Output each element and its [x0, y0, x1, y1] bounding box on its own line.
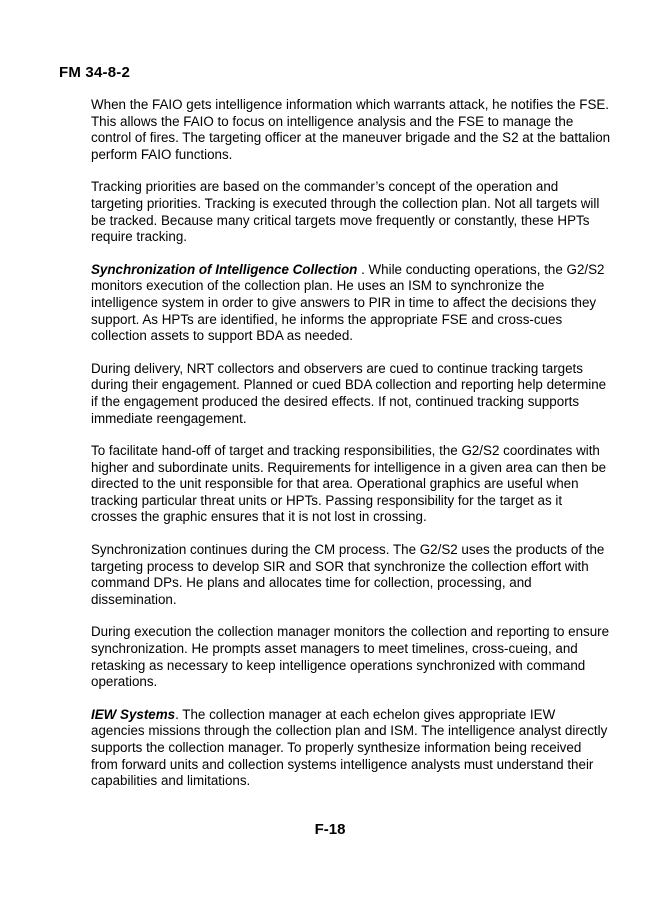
- paragraph-synchronization: [91, 262, 611, 345]
- paragraph-cm-process: [91, 542, 611, 608]
- paragraph-text: To facilitate hand-off of target and tracking responsibilities, the G2/S2 coordinates with higher and subordinate units. Requirements for intelligence in a given area can then be directed to the unit responsible for that area. Operational graphics are useful when tracking particular threat units or HPTs. Passing responsibility for the target as it crosses the graphic ensures that it is not lost in crossing.: [91, 443, 607, 525]
- paragraph-text: During delivery, NRT collectors and observers are cued to continue tracking targets during their engagement. Planned or cued BDA collection and reporting help determine if the engagement produced the desired effects. If not, continued tracking supports immediate reengagement.: [91, 360, 607, 426]
- paragraph-text: Synchronization continues during the CM process. The G2/S2 uses the products of the targeting process to develop SIR and SOR that synchronize the collection effort with command DPs. He plans and allocates time for collection, processing, and dissemination.: [91, 542, 605, 607]
- paragraph-lead-heading: Synchronization of Intelligence Collection: [91, 261, 358, 277]
- paragraph-delivery: [91, 361, 611, 427]
- paragraph-execution: [91, 624, 611, 690]
- page-body: [91, 97, 611, 806]
- paragraph-text: Tracking priorities are based on the commander’s concept of the operation and targeting priorities. Tracking is executed through the collection plan. Not all targets will be tracked. Because many critical targets move frequently or constantly, these HPTs require tracking.: [91, 179, 600, 245]
- paragraph-text: . While conducting operations, the G2/S2 monitors execution of the collection plan. He uses an ISM to synchronize the intelligence system in order to give answers to PIR in time to affect the decisions they support. As HPTs are identified, he informs the appropriate FSE and cross-cues collection assets to support BDA as needed.: [91, 261, 605, 344]
- document-id-header: FM 34-8-2: [59, 64, 130, 81]
- paragraph-text: . The collection manager at each echelon gives appropriate IEW agencies missions through the collection plan and ISM. The intelligence analyst directly supports the collection manager. To properly synthesize information being received from forward units and collection systems intelligence analysts must understand their capabilities and limitations.: [91, 706, 608, 789]
- paragraph-lead-heading: IEW Systems: [91, 706, 176, 722]
- paragraph-hand-off: [91, 443, 611, 526]
- page-number: F-18: [314, 821, 346, 838]
- paragraph-tracking-priorities: [91, 179, 611, 245]
- paragraph-iew-systems: [91, 707, 611, 790]
- paragraph-faio-attack: [91, 97, 611, 163]
- paragraph-text: During execution the collection manager monitors the collection and reporting to ensure synchronization. He prompts asset managers to meet timelines, cross-cueing, and retasking as necessary to keep intelligence operations synchronized with command operations.: [91, 624, 610, 690]
- paragraph-text: When the FAIO gets intelligence information which warrants attack, he notifies the FSE. This allows the FAIO to focus on intelligence analysis and the FSE to manage the control of fires. The targeting officer at the maneuver brigade and the S2 at the battalion perform FAIO functions.: [91, 97, 611, 162]
